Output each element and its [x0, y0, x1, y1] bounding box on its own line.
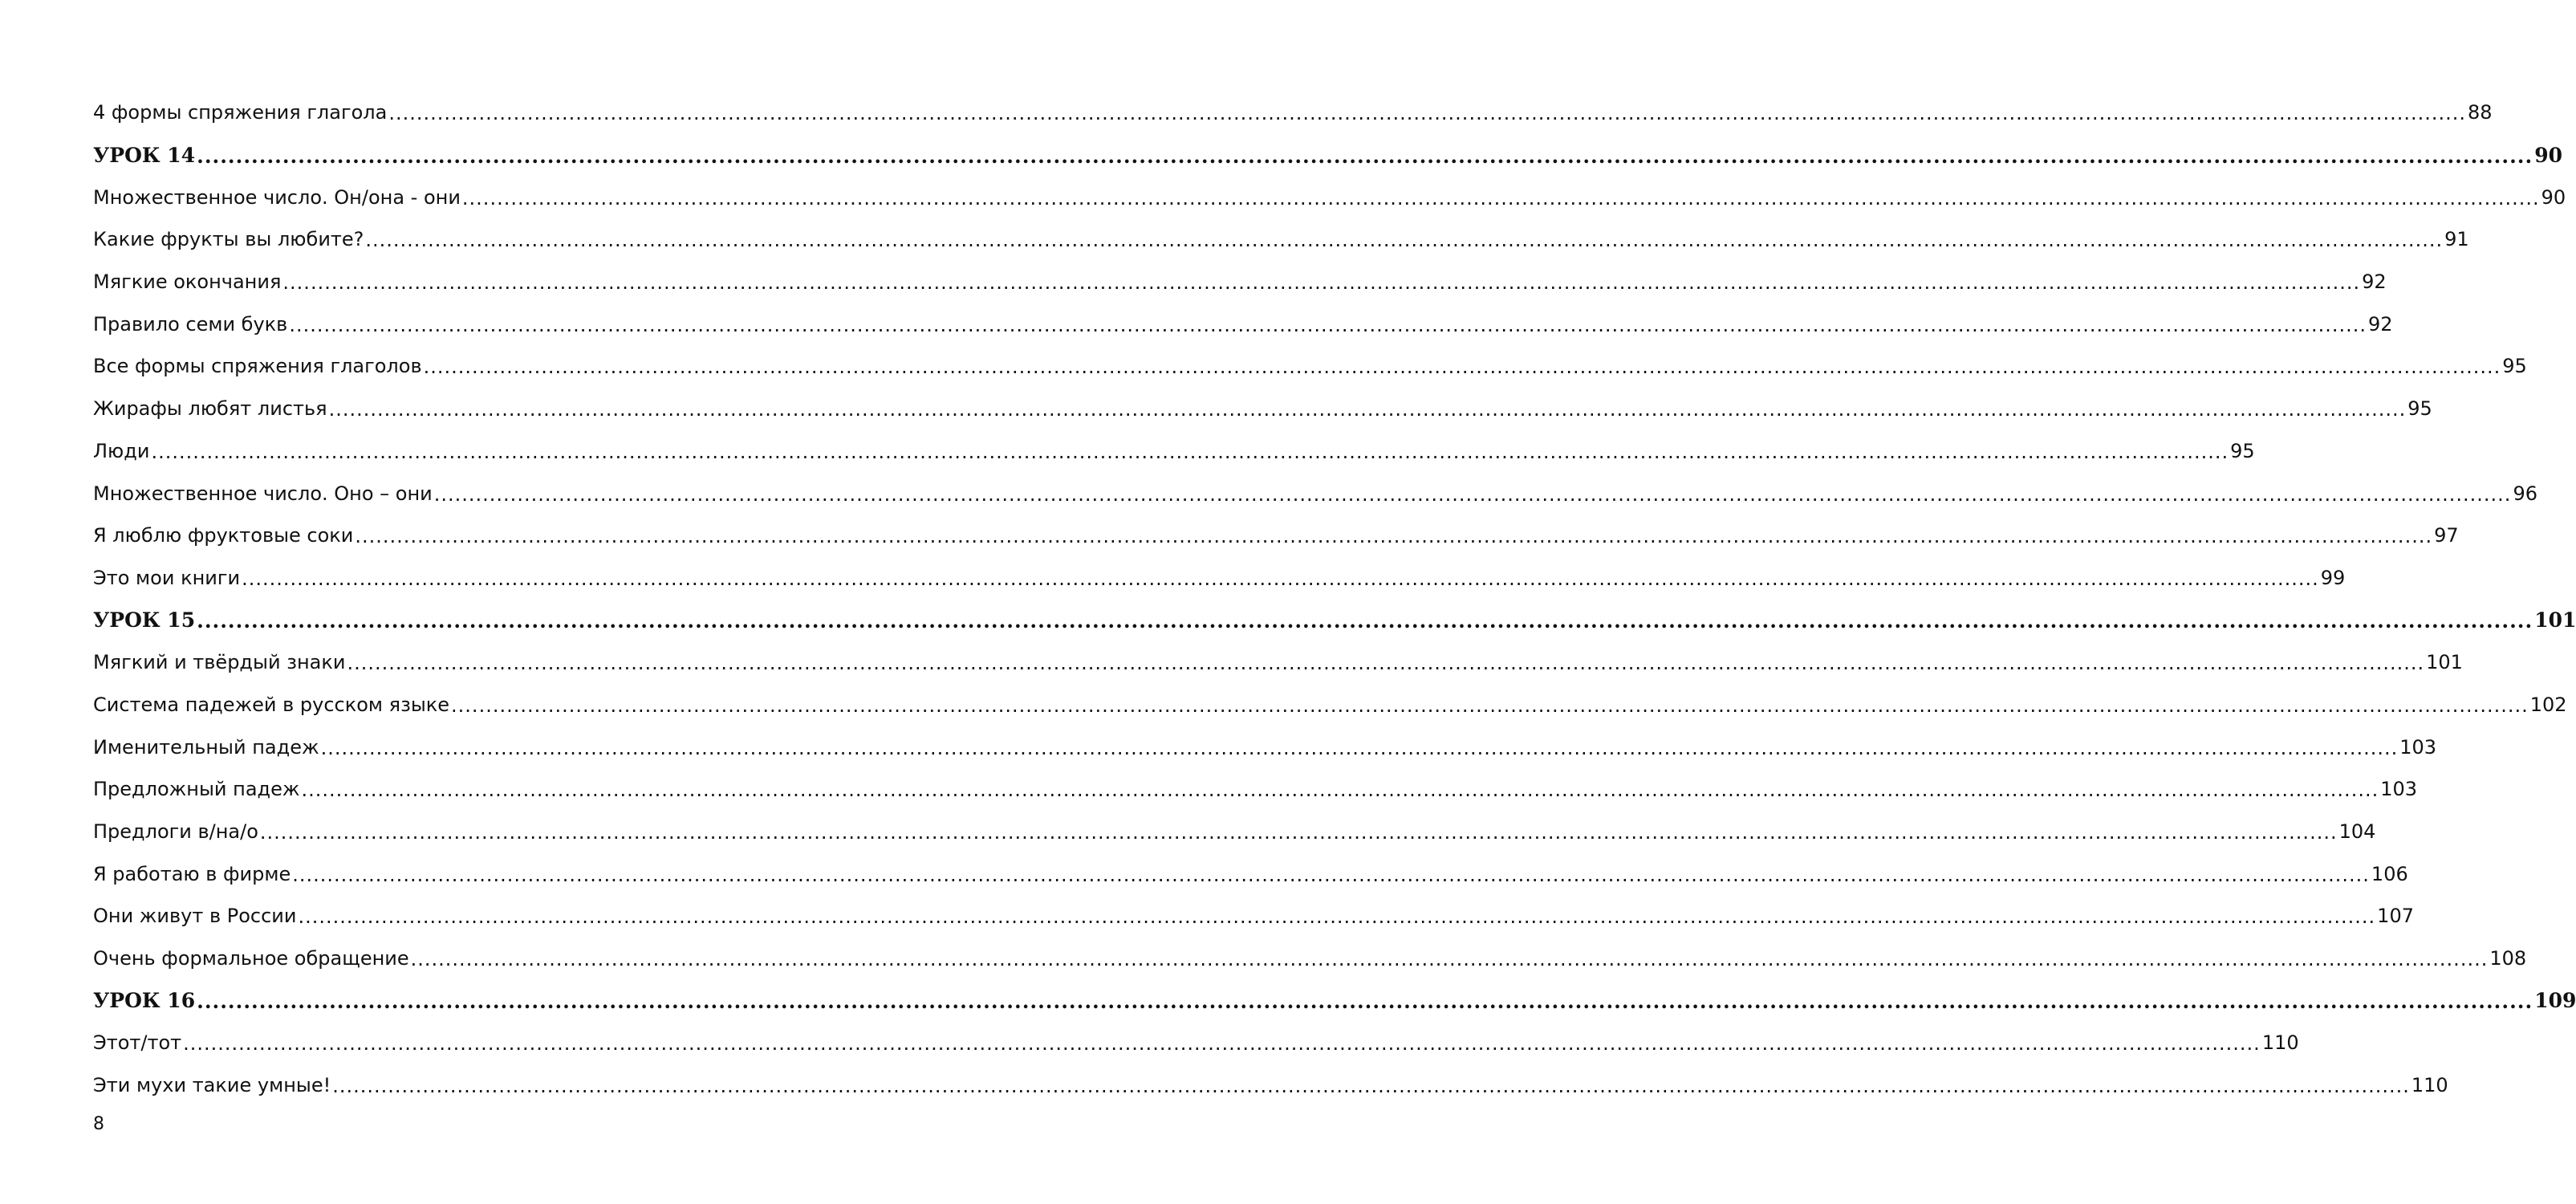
toc-entry-page: 95 — [2407, 397, 2432, 421]
dot-leader: ............................................................................................................................................................................................................................................................................................................ — [461, 186, 2540, 209]
toc-entry-title: Какие фрукты вы любите? — [93, 228, 364, 251]
toc-entry-title: Предлоги в/на/о — [93, 820, 258, 844]
toc-entry-page: 90 — [2541, 185, 2566, 209]
toc-entry-title: Я работаю в фирме — [93, 862, 291, 885]
toc-entry-title: УРОК 16 — [93, 989, 196, 1013]
toc-entry-title: Все формы спряжения глаголов — [93, 355, 422, 378]
toc-entry[interactable] — [93, 345, 2527, 388]
toc-entry-page: 101 — [2426, 651, 2463, 674]
toc-entry-page: 107 — [2377, 905, 2414, 928]
toc-entry-page: 92 — [2368, 312, 2393, 336]
toc-entry-page: 88 — [2468, 101, 2493, 124]
toc-entry-title: Этот/тот — [93, 1031, 182, 1055]
toc-entry[interactable] — [93, 261, 2387, 303]
toc-entry-page: 103 — [2399, 735, 2437, 759]
dot-leader: ............................................................................................................................................................................................................................................................................................................ — [388, 102, 2466, 125]
toc-entry-page: 106 — [2371, 862, 2408, 885]
dot-leader: ............................................................................................................................................................................................................................................................................................................ — [332, 1075, 2410, 1098]
dot-leader: ............................................................................................................................................................................................................................................................................................................ — [355, 525, 2433, 548]
toc-entry[interactable] — [93, 176, 2566, 218]
toc-entry-page: 110 — [2261, 1031, 2299, 1055]
dot-leader: ............................................................................................................................................................................................................................................................................................................ — [183, 1032, 2261, 1056]
toc-entry[interactable] — [93, 472, 2537, 515]
page-number: 8 — [93, 1114, 104, 1134]
toc-entry[interactable] — [93, 938, 2527, 980]
toc-entry-page: 102 — [2529, 693, 2567, 716]
toc-entry[interactable] — [93, 1022, 2299, 1064]
toc-entry-title: Люди — [93, 439, 150, 462]
toc-entry-page: 96 — [2513, 482, 2537, 505]
toc-entry-title: Я люблю фруктовые соки — [93, 524, 354, 547]
toc-entry-title: Система падежей в русском языке — [93, 693, 450, 716]
toc-entry[interactable] — [93, 1064, 2448, 1107]
dot-leader: ............................................................................................................................................................................................................................................................................................................ — [347, 652, 2425, 675]
dot-leader: ............................................................................................................................................................................................................................................................................................................ — [292, 863, 2370, 886]
toc-entry-page: 90 — [2534, 143, 2562, 167]
toc-entry-title: Эти мухи такие умные! — [93, 1074, 331, 1097]
toc-entry-page: 91 — [2444, 228, 2469, 251]
toc-entry-title: Правило семи букв — [93, 312, 288, 336]
toc-entry-page: 109 — [2534, 989, 2576, 1013]
toc-entry[interactable] — [93, 726, 2437, 768]
toc-entry-title: Очень формальное обращение — [93, 947, 409, 970]
toc-entry-page: 104 — [2338, 820, 2376, 844]
toc-entry-page: 95 — [2502, 355, 2527, 378]
toc-entry[interactable] — [93, 515, 2459, 557]
dot-leader: ............................................................................................................................................................................................................................................................................................................ — [410, 948, 2489, 971]
toc-entry[interactable] — [93, 303, 2393, 345]
dot-leader: ............................................................................................................................................................................................................................................................................................................ — [365, 229, 2444, 252]
dot-leader: ............................................................................................................................................................................................................................................................................................................ — [320, 736, 2399, 759]
dot-leader: ............................................................................................................................................................................................................................................................................................................ — [151, 440, 2229, 463]
toc-lesson-heading[interactable] — [93, 599, 2576, 641]
toc-entry-page: 95 — [2230, 439, 2255, 462]
dot-leader: ............................................................................................................................................................................................................................................................................................................ — [282, 271, 2361, 295]
toc-entry[interactable] — [93, 388, 2432, 430]
dot-leader: ............................................................................................................................................................................................................................................................................................................ — [289, 313, 2367, 336]
toc-entry-title: Именительный падеж — [93, 735, 319, 759]
toc-entry-page: 103 — [2380, 778, 2418, 801]
toc-entry-title: Они живут в России — [93, 905, 297, 928]
toc-entry[interactable] — [93, 557, 2346, 600]
toc-entry[interactable] — [93, 218, 2469, 261]
dot-leader: ............................................................................................................................................................................................................................................................................................................ — [197, 609, 2533, 633]
toc-entry-page: 99 — [2320, 566, 2346, 589]
toc-entry-title: Мягкие окончания — [93, 270, 282, 294]
toc-entry-title: Жирафы любят листья — [93, 397, 327, 421]
toc-entry[interactable] — [93, 768, 2418, 811]
toc-entry-title: 4 формы спряжения глагола — [93, 101, 388, 124]
toc-entry-page: 97 — [2434, 524, 2459, 547]
toc-entry[interactable] — [93, 895, 2414, 938]
dot-leader: ............................................................................................................................................................................................................................................................................................................ — [301, 779, 2379, 802]
toc-entry-title: Мягкий и твёрдый знаки — [93, 651, 346, 674]
toc-lesson-heading[interactable] — [93, 979, 2576, 1022]
toc-entry-page: 108 — [2489, 947, 2527, 970]
toc-entry-title: УРОК 15 — [93, 608, 196, 633]
toc-entry-page: 110 — [2411, 1074, 2448, 1097]
toc-entry-title: Это мои книги — [93, 566, 241, 589]
toc-entry[interactable] — [93, 852, 2408, 895]
toc-entry-page: 101 — [2534, 608, 2576, 633]
toc-entry[interactable] — [93, 811, 2376, 853]
toc-entry-title: Множественное число. Оно – они — [93, 482, 433, 505]
table-of-contents — [93, 92, 2576, 1107]
dot-leader: ............................................................................................................................................................................................................................................................................................................ — [433, 482, 2512, 506]
toc-entry[interactable] — [93, 684, 2567, 726]
dot-leader: ............................................................................................................................................................................................................................................................................................................ — [259, 821, 2338, 844]
dot-leader: ............................................................................................................................................................................................................................................................................................................ — [242, 567, 2319, 590]
dot-leader: ............................................................................................................................................................................................................................................................................................................ — [328, 398, 2407, 421]
toc-entry[interactable] — [93, 641, 2463, 684]
dot-leader: ............................................................................................................................................................................................................................................................................................................ — [197, 144, 2533, 168]
dot-leader: ............................................................................................................................................................................................................................................................................................................ — [197, 990, 2533, 1014]
dot-leader: ............................................................................................................................................................................................................................................................................................................ — [298, 905, 2376, 929]
toc-entry-title: Множественное число. Он/она - они — [93, 185, 461, 209]
toc-entry[interactable] — [93, 92, 2493, 134]
dot-leader: ............................................................................................................................................................................................................................................................................................................ — [423, 356, 2501, 379]
toc-entry[interactable] — [93, 430, 2255, 473]
toc-entry-title: Предложный падеж — [93, 778, 300, 801]
toc-lesson-heading[interactable] — [93, 134, 2562, 177]
dot-leader: ............................................................................................................................................................................................................................................................................................................ — [451, 694, 2529, 717]
toc-entry-title: УРОК 14 — [93, 143, 196, 167]
toc-entry-page: 92 — [2362, 270, 2387, 294]
